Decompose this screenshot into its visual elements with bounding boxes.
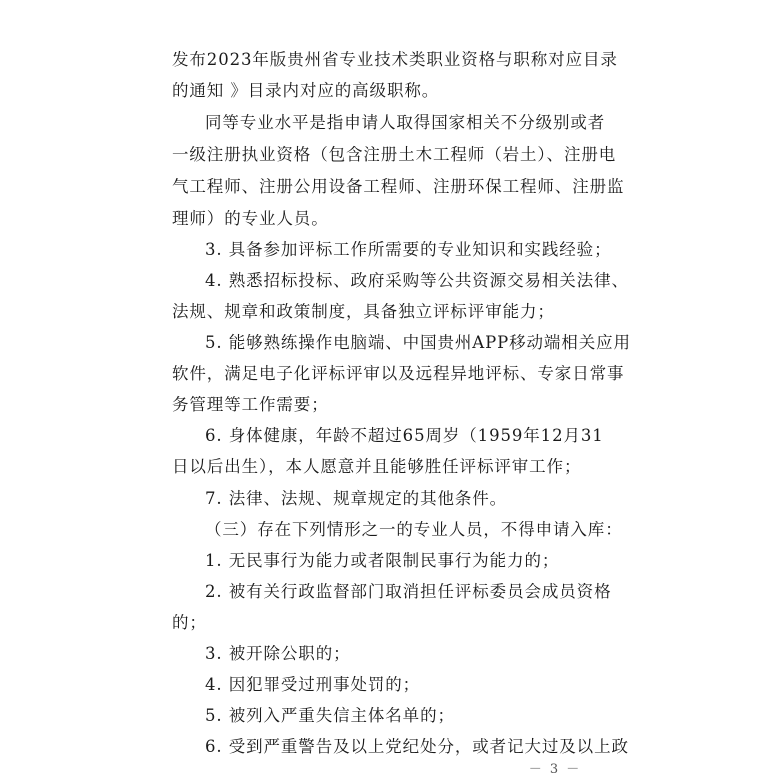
text-line-19: 的； xyxy=(172,613,207,632)
text-line-5: 气工程师、注册公用设备工程师、注册环保工程师、注册监 xyxy=(172,177,625,196)
text-line-22: 5. 被列入严重失信主体名单的； xyxy=(205,706,455,725)
text-line-23: 6. 受到严重警告及以上党纪处分，或者记大过及以上政 xyxy=(205,737,629,756)
text-line-1: 发布2023年版贵州省专业技术类职业资格与职称对应目录 xyxy=(172,50,618,69)
text-line-10: 5. 能够熟练操作电脑端、中国贵州APP移动端相关应用 xyxy=(205,333,631,352)
text-line-17: 1. 无民事行为能力或者限制民事行为能力的； xyxy=(205,551,560,570)
text-line-14: 日以后出生），本人愿意并且能够胜任评标评审工作； xyxy=(172,457,582,476)
text-line-16: （三）存在下列情形之一的专业人员，不得申请入库： xyxy=(205,520,623,539)
text-line-12: 务管理等工作需要； xyxy=(172,395,329,414)
text-line-18: 2. 被有关行政监督部门取消担任评标委员会成员资格 xyxy=(205,582,612,601)
text-line-4: 一级注册执业资格（包含注册土木工程师（岩土）、注册电 xyxy=(172,145,617,164)
text-line-13: 6. 身体健康，年龄不超过65周岁（1959年12月31 xyxy=(205,426,604,445)
text-line-9: 法规、规章和政策制度，具备独立评标评审能力； xyxy=(172,302,555,321)
text-line-2: 的通知 》目录内对应的高级职称。 xyxy=(172,81,440,100)
text-line-20: 3. 被开除公职的； xyxy=(205,644,351,663)
text-line-3: 同等专业水平是指申请人取得国家相关不分级别或者 xyxy=(205,113,606,132)
page-number: － 3 － xyxy=(528,762,582,777)
text-line-21: 4. 因犯罪受过刑事处罚的； xyxy=(205,675,421,694)
text-line-15: 7. 法律、法规、规章规定的其他条件。 xyxy=(205,489,508,508)
text-line-7: 3. 具备参加评标工作所需要的专业知识和实践经验； xyxy=(205,240,612,259)
text-line-6: 理师）的专业人员。 xyxy=(172,209,329,228)
text-line-8: 4. 熟悉招标投标、政府采购等公共资源交易相关法律、 xyxy=(205,271,629,290)
text-line-11: 软件，满足电子化评标评审以及远程异地评标、专家日常事 xyxy=(172,364,625,383)
